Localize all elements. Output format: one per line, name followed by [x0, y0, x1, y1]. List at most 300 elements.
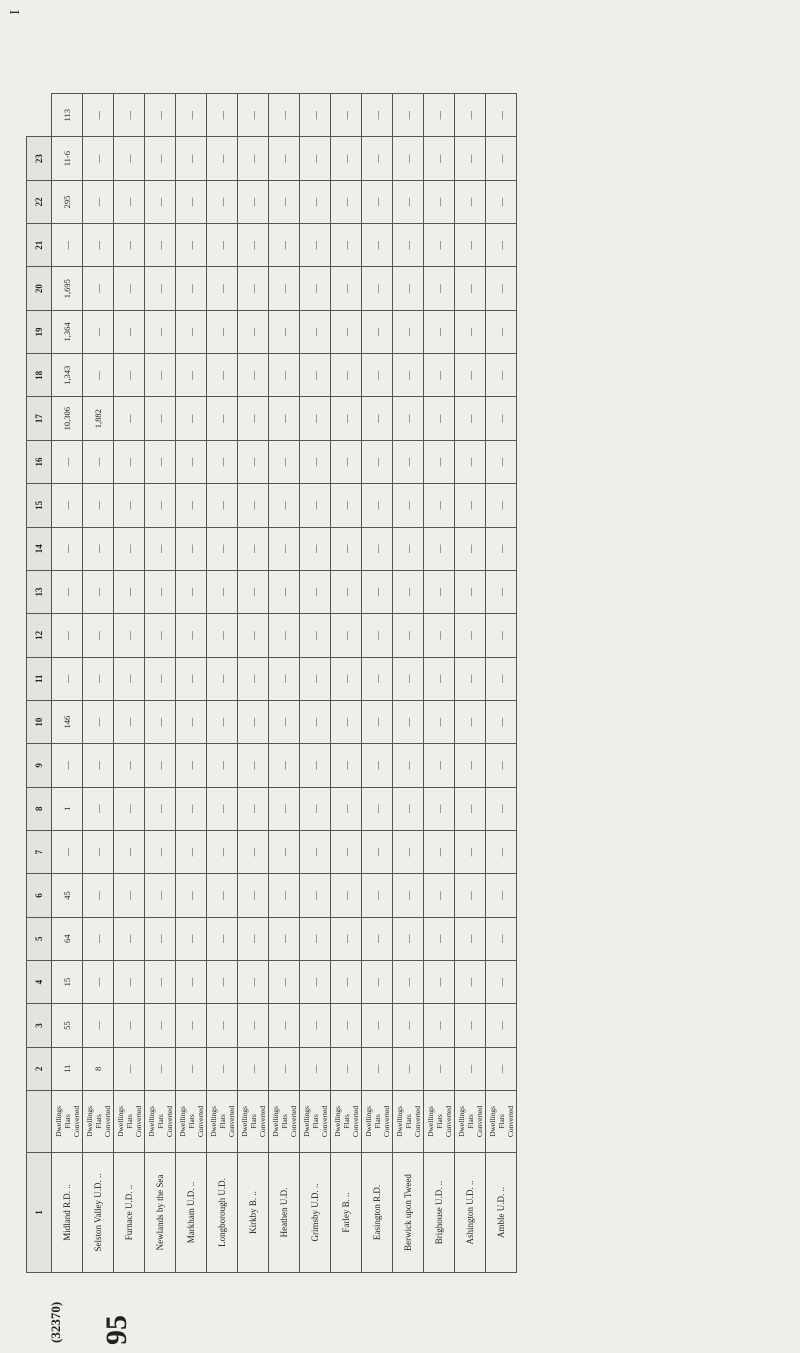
district-name: Newlands by the Sea [145, 1153, 176, 1273]
table-cell: — [176, 137, 207, 180]
table-cell: — [331, 917, 362, 960]
table-cell: — [269, 657, 300, 700]
table-cell: — [362, 570, 393, 613]
dwelling-type-label: Flats [310, 1114, 320, 1129]
table-cell: — [238, 1047, 269, 1090]
table-cell: — [331, 94, 362, 137]
table-cell: — [424, 787, 455, 830]
table-cell: — [455, 527, 486, 570]
table-cell: — [176, 1047, 207, 1090]
table-cell: — [114, 527, 145, 570]
table-cell: — [362, 744, 393, 787]
header-cell: 22 [27, 180, 52, 223]
table-cell: — [269, 180, 300, 223]
table-cell: — [455, 310, 486, 353]
table-cell: — [393, 874, 424, 917]
table-cell: — [176, 874, 207, 917]
table-cell: — [486, 527, 517, 570]
dwelling-type-label: Dwellings [363, 1106, 373, 1137]
table-cell: — [362, 267, 393, 310]
table-cell: — [176, 1004, 207, 1047]
table-cell: — [145, 397, 176, 440]
table-cell: — [114, 830, 145, 873]
table-cell: — [486, 310, 517, 353]
table-cell: — [393, 440, 424, 483]
dwelling-type-label: Flats [496, 1114, 506, 1129]
table-cell: — [83, 787, 114, 830]
table-cell: — [145, 787, 176, 830]
table-cell: 8 [83, 1047, 114, 1090]
table-cell: — [331, 1004, 362, 1047]
table-cell: — [269, 137, 300, 180]
table-cell: 1 [52, 787, 83, 830]
table-cell: — [486, 224, 517, 267]
table-cell: — [145, 440, 176, 483]
table-cell: — [145, 700, 176, 743]
table-cell: — [393, 657, 424, 700]
table-cell: — [176, 397, 207, 440]
table-cell: — [455, 917, 486, 960]
table-cell: — [145, 1004, 176, 1047]
table-cell: — [362, 224, 393, 267]
table-cell: — [455, 137, 486, 180]
table-cell: — [207, 787, 238, 830]
table-cell: — [176, 570, 207, 613]
table-cell: — [486, 484, 517, 527]
table-cell: — [238, 310, 269, 353]
dwelling-type-label: Dwellings [208, 1106, 218, 1137]
dwelling-type-label: Dwellings [394, 1106, 404, 1137]
table-cell: — [331, 1047, 362, 1090]
dwelling-type-label: Converted [319, 1105, 329, 1138]
table-cell: — [300, 960, 331, 1003]
table-cell: — [114, 224, 145, 267]
table-cell: — [455, 960, 486, 1003]
table-cell: — [455, 570, 486, 613]
table-cell: 11 [52, 1047, 83, 1090]
table-cell: — [486, 744, 517, 787]
dwelling-type-label: Dwellings [53, 1106, 63, 1137]
table-cell: — [114, 94, 145, 137]
table-cell: — [393, 570, 424, 613]
table-cell: — [83, 354, 114, 397]
table-cell: — [424, 700, 455, 743]
table-cell: — [269, 484, 300, 527]
table-cell: — [269, 570, 300, 613]
table-cell: — [393, 1047, 424, 1090]
dwelling-types [83, 1091, 114, 1153]
statistics-table [26, 93, 517, 1273]
table-cell: — [331, 830, 362, 873]
table-cell: — [145, 874, 176, 917]
dwelling-type-label: Dwellings [456, 1106, 466, 1137]
dwelling-types [424, 1091, 455, 1153]
table-cell: — [269, 440, 300, 483]
table-cell: — [114, 180, 145, 223]
table-cell: — [207, 1047, 238, 1090]
table-cell: 295 [52, 180, 83, 223]
table-cell: — [269, 224, 300, 267]
table-cell: 1,343 [52, 354, 83, 397]
table-cell: — [207, 874, 238, 917]
dwelling-type-label: Dwellings [301, 1106, 311, 1137]
table-cell: — [145, 960, 176, 1003]
table-cell: — [238, 874, 269, 917]
dwelling-types [52, 1091, 83, 1153]
table-cell: — [362, 310, 393, 353]
table-cell: — [455, 787, 486, 830]
table-cell: — [300, 700, 331, 743]
district-name: Ashington U.D. .. [455, 1153, 486, 1273]
table-cell: — [486, 94, 517, 137]
table-cell: — [269, 614, 300, 657]
table-cell: — [393, 787, 424, 830]
table-cell: — [145, 917, 176, 960]
table-cell: — [424, 830, 455, 873]
table-cell: — [455, 614, 486, 657]
table-cell: — [83, 94, 114, 137]
table-cell: — [238, 267, 269, 310]
table-cell: — [486, 440, 517, 483]
page-number: 95 [100, 1315, 133, 1345]
table-cell: — [362, 874, 393, 917]
header-cell: 6 [27, 874, 52, 917]
table-cell: — [455, 874, 486, 917]
table-cell: — [238, 830, 269, 873]
table-cell: — [238, 224, 269, 267]
table-cell: — [393, 310, 424, 353]
table-cell: — [176, 267, 207, 310]
dwelling-type-label: Dwellings [425, 1106, 435, 1137]
table-cell: — [362, 440, 393, 483]
table-cell: — [362, 917, 393, 960]
table-cell: — [207, 700, 238, 743]
table-cell: — [486, 830, 517, 873]
table-cell: — [455, 354, 486, 397]
table-cell: — [145, 1047, 176, 1090]
table-cell: — [362, 614, 393, 657]
table-cell: 113 [52, 94, 83, 137]
table-cell: — [424, 657, 455, 700]
header-cell: 4 [27, 960, 52, 1003]
table-cell: — [362, 787, 393, 830]
table-cell: — [207, 527, 238, 570]
table-cell: — [269, 874, 300, 917]
dwelling-type-label: Converted [505, 1105, 515, 1138]
table-cell: — [207, 267, 238, 310]
dwelling-type-label: Flats [62, 1114, 72, 1129]
table-row [176, 94, 207, 1273]
table-cell: — [176, 527, 207, 570]
table-cell: — [300, 570, 331, 613]
dwelling-type-label: Flats [186, 1114, 196, 1129]
table-cell: — [331, 744, 362, 787]
table-cell: — [114, 657, 145, 700]
table-cell: — [145, 830, 176, 873]
table-cell: — [207, 137, 238, 180]
table-cell: — [176, 354, 207, 397]
table-cell: — [83, 440, 114, 483]
table-cell: — [362, 960, 393, 1003]
table-cell: — [207, 354, 238, 397]
table-cell: — [207, 1004, 238, 1047]
table-cell: — [393, 830, 424, 873]
table-cell: — [83, 1004, 114, 1047]
table-cell: — [486, 787, 517, 830]
table-cell: — [424, 484, 455, 527]
table-cell: 11-6 [52, 137, 83, 180]
table-cell: — [114, 700, 145, 743]
table-cell: — [486, 657, 517, 700]
table-cell: — [424, 267, 455, 310]
table-cell: — [83, 570, 114, 613]
dwelling-type-label: Flats [434, 1114, 444, 1129]
table-cell: — [238, 94, 269, 137]
table-cell: — [145, 180, 176, 223]
table-cell: — [145, 570, 176, 613]
table-cell: — [331, 224, 362, 267]
district-name: Amble U.D. .. [486, 1153, 517, 1273]
table-cell: — [362, 527, 393, 570]
table-cell: — [114, 1047, 145, 1090]
table-cell: — [114, 354, 145, 397]
table-cell: — [300, 527, 331, 570]
dwelling-type-label: Flats [217, 1114, 227, 1129]
header-row [27, 94, 52, 1273]
table-cell: — [393, 224, 424, 267]
table-row [269, 94, 300, 1273]
header-cell: 15 [27, 484, 52, 527]
table-cell: — [362, 137, 393, 180]
table-cell: — [331, 700, 362, 743]
table-cell: — [424, 137, 455, 180]
table-cell: — [424, 180, 455, 223]
dwelling-types [393, 1091, 424, 1153]
table-cell: — [176, 700, 207, 743]
table-row [486, 94, 517, 1273]
header-cell: 20 [27, 267, 52, 310]
table-cell: — [393, 484, 424, 527]
table-cell: — [331, 354, 362, 397]
table-cell: — [362, 180, 393, 223]
table-cell: — [114, 570, 145, 613]
table-cell: — [393, 527, 424, 570]
table-cell: — [238, 440, 269, 483]
table-cell: — [83, 310, 114, 353]
table-cell: — [83, 744, 114, 787]
table-cell: — [300, 1047, 331, 1090]
table-cell: — [176, 787, 207, 830]
header-cell: 10 [27, 700, 52, 743]
dwelling-type-label: Flats [372, 1114, 382, 1129]
table-cell: — [238, 787, 269, 830]
table-cell: — [300, 137, 331, 180]
dwelling-type-label: Flats [248, 1114, 258, 1129]
table-cell: — [331, 267, 362, 310]
dwelling-type-label: Dwellings [177, 1106, 187, 1137]
district-name: Selston Valley U.D. .. [83, 1153, 114, 1273]
table-cell: — [393, 397, 424, 440]
table-cell: — [393, 744, 424, 787]
table-cell: — [486, 267, 517, 310]
district-name: Midland R.D. .. [52, 1153, 83, 1273]
table-cell: — [238, 484, 269, 527]
table-cell: — [393, 1004, 424, 1047]
table-cell: — [393, 267, 424, 310]
table-cell: — [300, 874, 331, 917]
district-name: Grimsby U.D. .. [300, 1153, 331, 1273]
dwelling-type-label: Converted [226, 1105, 236, 1138]
table-cell: — [83, 137, 114, 180]
table-cell: — [207, 960, 238, 1003]
header-cell: 17 [27, 397, 52, 440]
table-row [424, 94, 455, 1273]
sheet-id: (32370) [48, 1301, 63, 1343]
table-row [114, 94, 145, 1273]
table-cell: — [52, 440, 83, 483]
district-name: Easington R.D. [362, 1153, 393, 1273]
table-cell: — [176, 657, 207, 700]
table-cell: — [83, 917, 114, 960]
table-row [145, 94, 176, 1273]
table-cell: — [393, 700, 424, 743]
dwelling-type-label: Flats [279, 1114, 289, 1129]
table-cell: — [362, 1004, 393, 1047]
table-cell: — [238, 527, 269, 570]
table-row [238, 94, 269, 1273]
header-cell: 13 [27, 570, 52, 613]
table-cell: — [300, 397, 331, 440]
table-cell: — [362, 700, 393, 743]
table-cell: — [114, 137, 145, 180]
table-cell: — [145, 310, 176, 353]
table-cell: — [207, 94, 238, 137]
dwelling-types [300, 1091, 331, 1153]
table-cell: — [486, 1047, 517, 1090]
table-cell: — [52, 484, 83, 527]
dwelling-type-label: Converted [257, 1105, 267, 1138]
table-cell: — [52, 614, 83, 657]
table-cell: — [424, 917, 455, 960]
table-cell: — [362, 484, 393, 527]
table-cell: — [300, 310, 331, 353]
table-cell: — [145, 354, 176, 397]
table-cell: — [83, 960, 114, 1003]
table-cell: — [486, 397, 517, 440]
table-cell: — [52, 527, 83, 570]
dwelling-type-label: Dwellings [270, 1106, 280, 1137]
table-cell: — [83, 180, 114, 223]
header-cell: 16 [27, 440, 52, 483]
table-cell: — [238, 354, 269, 397]
table-cell: — [145, 527, 176, 570]
dwelling-types [331, 1091, 362, 1153]
table-cell: — [83, 874, 114, 917]
dwelling-type-label: Dwellings [84, 1106, 94, 1137]
table-cell: — [145, 484, 176, 527]
table-cell: — [300, 614, 331, 657]
header-cell: 1 [27, 1153, 52, 1273]
table-cell: — [300, 94, 331, 137]
table-cell: — [331, 310, 362, 353]
dwelling-type-label: Flats [341, 1114, 351, 1129]
table-cell: — [331, 484, 362, 527]
dwelling-types [486, 1091, 517, 1153]
district-name: Farley B. .. [331, 1153, 362, 1273]
table-cell: — [424, 1004, 455, 1047]
table-cell: — [300, 440, 331, 483]
table-cell: — [455, 180, 486, 223]
table-cell: — [455, 1004, 486, 1047]
header-cell: 23 [27, 137, 52, 180]
table-cell: — [300, 657, 331, 700]
table-cell: — [331, 570, 362, 613]
table-cell: — [176, 830, 207, 873]
table-cell: — [176, 180, 207, 223]
table-cell: — [424, 1047, 455, 1090]
table-cell: — [455, 440, 486, 483]
table-cell: — [424, 224, 455, 267]
table-cell: — [300, 267, 331, 310]
table-cell: — [114, 1004, 145, 1047]
district-name: Longborough U.D. [207, 1153, 238, 1273]
table-cell: — [331, 960, 362, 1003]
table-cell: — [300, 917, 331, 960]
header-cell: 7 [27, 830, 52, 873]
table-cell: — [455, 700, 486, 743]
table-cell: — [114, 397, 145, 440]
table-cell: — [393, 94, 424, 137]
table-cell: — [176, 917, 207, 960]
table-cell: — [269, 960, 300, 1003]
table-cell: — [331, 527, 362, 570]
table-cell: — [176, 744, 207, 787]
table-cell: — [486, 960, 517, 1003]
table-cell: — [486, 614, 517, 657]
table-cell: — [455, 224, 486, 267]
table-cell: — [455, 397, 486, 440]
header-cell: 11 [27, 657, 52, 700]
dwelling-type-label: Flats [93, 1114, 103, 1129]
table-cell: — [486, 180, 517, 223]
header-cell: 12 [27, 614, 52, 657]
header-cell: 3 [27, 1004, 52, 1047]
table-cell: — [393, 137, 424, 180]
table-cell: — [238, 744, 269, 787]
table-cell: — [83, 700, 114, 743]
dwelling-types [455, 1091, 486, 1153]
table-cell: — [455, 744, 486, 787]
table-cell: — [207, 224, 238, 267]
table-cell: — [207, 614, 238, 657]
table-cell: — [486, 874, 517, 917]
table-cell: — [362, 1047, 393, 1090]
table-cell: — [52, 570, 83, 613]
dwelling-type-label: Converted [381, 1105, 391, 1138]
table-cell: — [176, 224, 207, 267]
table-cell: — [486, 1004, 517, 1047]
table-cell: — [269, 744, 300, 787]
table-cell: — [83, 527, 114, 570]
table-cell: — [83, 267, 114, 310]
table-cell: — [83, 657, 114, 700]
table-cell: — [207, 310, 238, 353]
table-cell: — [176, 960, 207, 1003]
table-cell: — [393, 354, 424, 397]
table-cell: — [238, 700, 269, 743]
dwelling-type-label: Converted [474, 1105, 484, 1138]
dwelling-type-label: Dwellings [487, 1106, 497, 1137]
